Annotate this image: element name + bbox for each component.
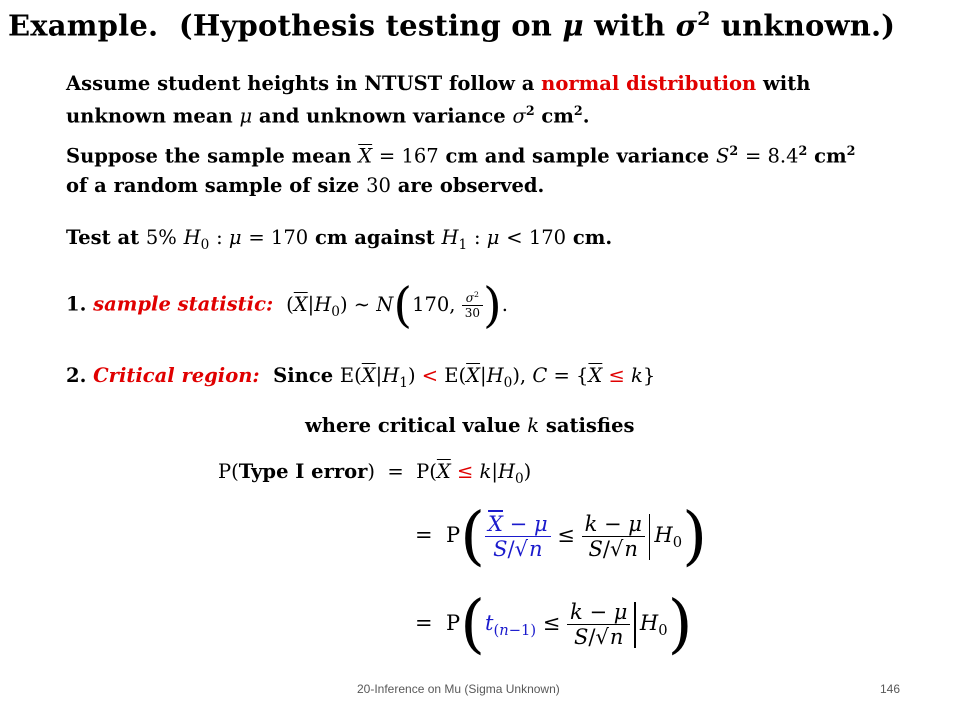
normal-distribution-highlight: normal distribution [541,72,757,95]
footer-title: 20-Inference on Mu (Sigma Unknown) [357,682,560,696]
step-2-label: Critical region: [93,364,260,387]
sample-line-1: Suppose the sample mean $\overline{X} = 167$ cm and sample variance $S^2 = 8.4^2$ $cm^2$ [66,143,856,168]
intro-text: Assume student heights in NTUST follow a [66,72,542,95]
step-1 [66,277,508,333]
intro-line-1: Assume student heights in NTUST follow a normal distribution with [66,72,811,95]
slide-title: Example. (Hypothesis testing on μ with $\sigma^2$ unknown.) [8,8,896,43]
step-2 [66,364,655,391]
intro-line-2: unknown mean μ and unknown variance $\sigma^2$ $cm^2$. [66,103,590,128]
t-distribution-line: = $P(t_{(n-1)}$ ≤ $\frac{k - \mu}{S/√n}$ $H_0$) [415,587,693,662]
step-1-number: 1. [66,292,87,316]
type-1-error-line: P(Type I error) = $P(\overline{X} \le k|H_0)$ [218,460,532,487]
step-1-expression: $(\overline{X}|H_0)$ ∼ N(170, $\frac{\sigma^2}{30}$ ). [279,277,508,333]
step-2-condition: Since $E(\overline{X}|H_1) < E(\overline{X}|H_0)$, $C = \{\overline{X} \le k\}$ [266,364,656,391]
standardized-line: = P( $\frac{\overline{X} - \mu}{S/√n}$ ≤ $\frac{k - \mu}{S/√n}$ $H_0$) [415,499,708,574]
step-2-number: 2. [66,364,87,387]
test-statement: Test at 5% $H_0$ : μ = 170 cm against $H_1$ : μ < 170 cm. [66,226,613,253]
step-1-label: sample statistic: [93,292,274,316]
critical-value-note: where critical value k satisfies [305,414,635,437]
sample-line-2: of a random sample of size 30 are observed. [66,174,545,197]
page-number: 146 [880,682,901,696]
